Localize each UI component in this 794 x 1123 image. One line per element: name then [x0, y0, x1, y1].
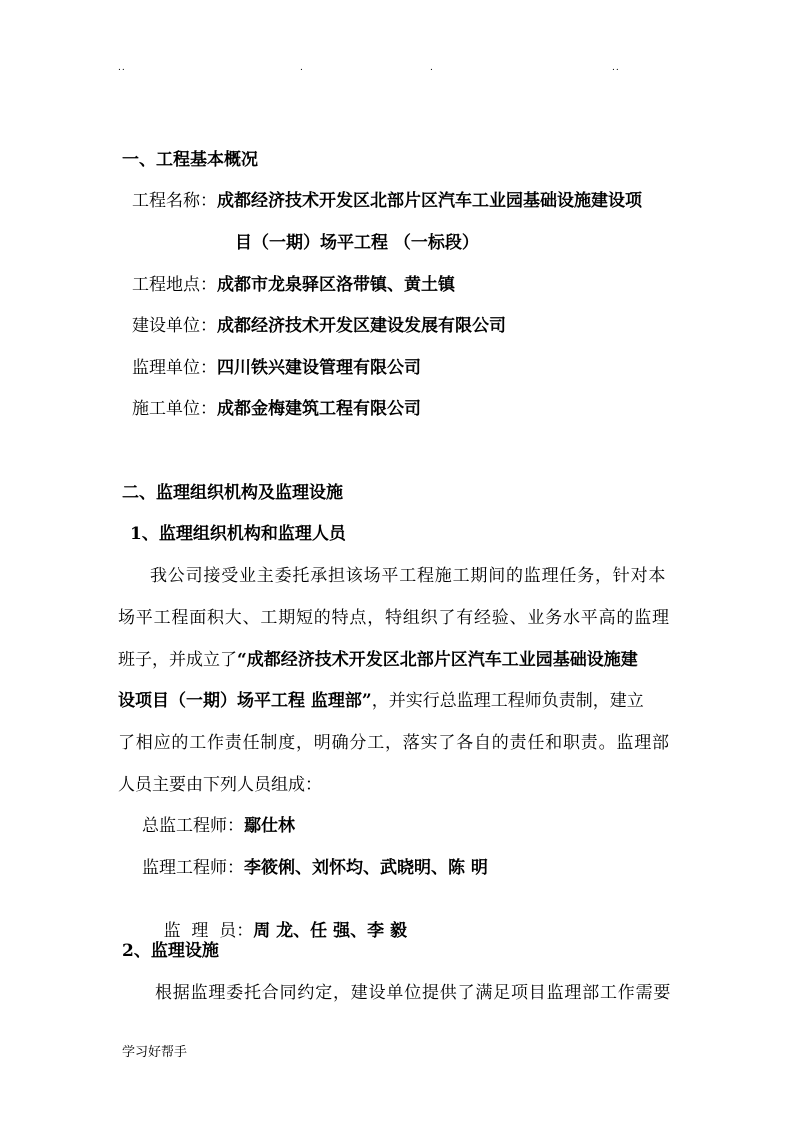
staff-value: 周 龙、任 强、李 毅 [253, 921, 408, 941]
para1-line3-normal: 班子，并成立了 [118, 650, 237, 670]
chief-value: 鄢仕林 [244, 816, 295, 836]
location-value: 成都市龙泉驿区洛带镇、黄土镇 [217, 275, 455, 295]
location-row [132, 274, 455, 296]
supervisor-label: 监理单位： [132, 358, 217, 378]
chief-row [142, 815, 295, 837]
para1-line2: 场平工程面积大、工期短的特点，特组织了有经验、业务水平高的监理 [118, 608, 670, 628]
sub1-heading: 1、监理组织机构和监理人员 [130, 524, 346, 544]
footer-text: 学习好帮手 [122, 1045, 188, 1060]
para1-line6: 人员主要由下列人员组成： [118, 775, 322, 795]
contractor-row [132, 398, 421, 420]
project-name-row [132, 190, 642, 212]
header-mark: . [300, 63, 304, 73]
supervisor-value: 四川铁兴建设管理有限公司 [217, 358, 421, 378]
header-mark: .. [118, 63, 126, 73]
header-mark: . [430, 63, 434, 73]
project-name-value-cont: 目（一期）场平工程 （一标段） [235, 233, 479, 253]
builder-row [132, 315, 506, 337]
header-mark: .. [612, 63, 620, 73]
project-name-value: 成都经济技术开发区北部片区汽车工业园基础设施建设项 [217, 191, 642, 211]
para1-line4-bold: 设项目（一期）场平工程 监理部” [118, 691, 372, 711]
project-name-label: 工程名称： [132, 191, 217, 211]
engineers-row [142, 857, 488, 879]
para1-line4-normal: ，并实行总监理工程师负责制，建立 [371, 691, 644, 711]
engineers-value: 李筱俐、刘怀均、武晓明、陈 明 [244, 858, 488, 878]
section2-heading: 二、监理组织机构及监理设施 [122, 483, 343, 503]
para1-line3-bold: “成都经济技术开发区北部片区汽车工业园基础设施建 [237, 650, 638, 670]
sub2-heading: 2、监理设施 [122, 941, 219, 961]
engineers-label: 监理工程师： [142, 858, 244, 878]
para2-line1: 根据监理委托合同约定，建设单位提供了满足项目监理部工作需要 [155, 983, 672, 1003]
builder-label: 建设单位： [132, 316, 217, 336]
contractor-value: 成都金梅建筑工程有限公司 [217, 399, 421, 419]
staff-label: 监 理 员： [163, 921, 254, 941]
location-label: 工程地点： [132, 275, 217, 295]
contractor-label: 施工单位： [132, 399, 217, 419]
para1-line3 [118, 649, 638, 671]
supervisor-row [132, 357, 421, 379]
section1-heading: 一、工程基本概况 [122, 150, 258, 170]
para1-line5: 了相应的工作责任制度，明确分工，落实了各自的责任和职责。监理部 [118, 733, 670, 753]
para1-line4 [118, 690, 644, 712]
builder-value: 成都经济技术开发区建设发展有限公司 [217, 316, 506, 336]
para1-line1: 我公司接受业主委托承担该场平工程施工期间的监理任务，针对本 [150, 566, 667, 586]
chief-label: 总监工程师： [142, 816, 244, 836]
